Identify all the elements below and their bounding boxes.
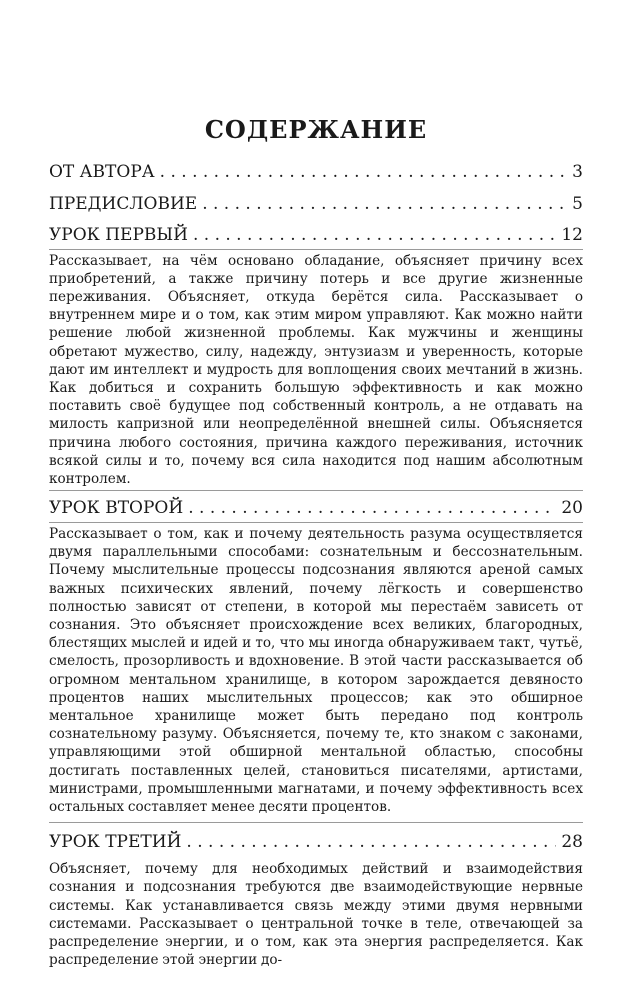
- entry-page: 5: [572, 193, 583, 214]
- lesson-1-description: Рассказывает, на чём основано обладание, объясняет причину всех приобретений, а также причину потерь и все другие жизненные переживания. Объясняет, откуда берётся сила. Рассказывает о внутреннем мире и о том, как этим миром управляют. Как можно найти решение любой жизненной проблемы. Как мужчины и женщины обретают мужество, силу, надежду, энтузиазм и уверенность, которые дают им интеллект и мудрость для воплощения своих мечтаний в жизнь. Как добиться и сохранить большую эффективность и как можно поставить своё будущее под собственный контроль, а не отдавать на милость капризной или неопределённой внешней силы. Объясняется причина любого состояния, причина каждого переживания, источник всякой силы и то, почему вся сила находится под нашим абсолютным контролем.: [49, 252, 583, 487]
- divider: [49, 490, 583, 491]
- divider: [49, 822, 583, 823]
- divider: [49, 522, 583, 523]
- entry-page: 12: [561, 224, 583, 245]
- dot-leader: [160, 164, 568, 182]
- lesson-2-description: Рассказывает о том, как и почему деятельность разума осуществляется двумя параллельными способами: сознательным и бессознательным. Почему мыслительные процессы подсознания являются ареной самых важных психических явлений, почему лёгкость и совершенство полностью зависят от степени, в которой мы перестаём зависеть от сознания. Это объясняет происхождение всех великих, благородных, блестящих мыслей и идей и то, что мы иногда обнаруживаем такт, чутьё, смелость, прозорливость и вдохновение. В этой части рассказывается об огромном ментальном хранилище, в котором зарождается девяносто процентов наших мыслительных процессов; как это обширное ментальное хранилище может быть передано под контроль сознательному разуму. Объясняется, почему те, кто знаком с законами, управляющими этой обширной ментальной областью, способны достигать поставленных целей, становиться писателями, артистами, министрами, промышленными магнатами, и почему эффективность всех остальных составляет менее десяти процентов.: [49, 526, 583, 816]
- divider: [49, 249, 583, 250]
- entry-name: ПРЕДИСЛОВИЕ: [49, 193, 198, 214]
- entry-page: 3: [572, 162, 583, 182]
- toc-entry-from-author[interactable]: [49, 164, 583, 182]
- toc-entry-lesson-2[interactable]: [49, 500, 583, 518]
- toc-entry-lesson-3[interactable]: [49, 834, 583, 852]
- dot-leader: [188, 500, 556, 518]
- toc-entry-lesson-1[interactable]: [49, 224, 583, 245]
- entry-name: УРОК ПЕРВЫЙ: [49, 224, 188, 245]
- toc-entry-preface[interactable]: [49, 193, 583, 214]
- page-title: СОДЕРЖАНИЕ: [204, 115, 428, 144]
- entry-page: 28: [561, 832, 583, 853]
- entry-name: УРОК ВТОРОЙ: [49, 498, 184, 519]
- dot-leader: [193, 227, 556, 245]
- toc-page: [49, 115, 583, 969]
- entry-page: 20: [561, 498, 583, 519]
- dot-leader: [186, 834, 556, 852]
- dot-leader: [202, 196, 567, 214]
- lesson-3-description: Объясняет, почему для необходимых действий и взаимодействия сознания и подсознания требуются две взаимодействующие нервные системы. Как устанавливается связь между этими двумя нервными системами. Рассказывает о центральной точке в теле, отвечающей за распределение энергии, и о том, как эта энергия распределяется. Как распределение этой энергии до-: [49, 861, 583, 969]
- entry-name: УРОК ТРЕТИЙ: [49, 832, 182, 853]
- entry-name: ОТ АВТОРА: [49, 162, 155, 182]
